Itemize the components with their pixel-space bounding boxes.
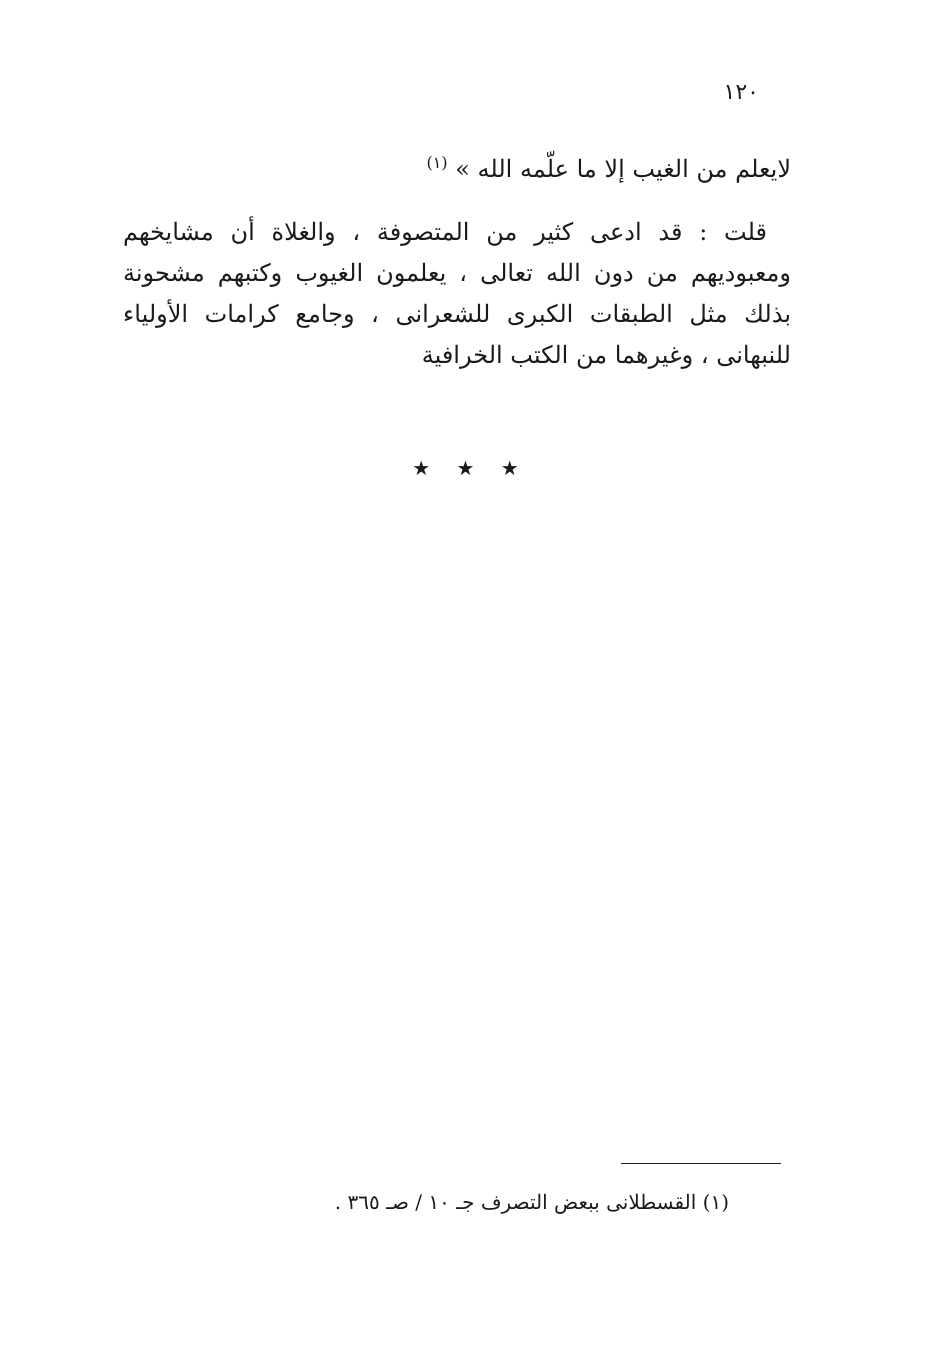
quote-line — [427, 153, 792, 184]
page-number: ١٢٠ — [723, 80, 759, 105]
paragraph-text: قلت : قد ادعى كثير من المتصوفة ، والغلاة أن مشايخهم ومعبوديهم من دون الله تعالى ، يعلمون الغيوب وكتبهم مشحونة بذلك مثل الطبقات الكبرى للشعرانى ، وجامع كرامات الأولياء للنبهانى ، وغيرهما من الكتب الخرافية — [123, 218, 792, 369]
body-paragraph — [123, 212, 791, 376]
footnote-reference: (١) — [426, 153, 448, 172]
footnote-divider — [621, 1163, 781, 1164]
section-separator: ★ ★ ★ — [412, 456, 529, 480]
quote-text: لايعلم من الغيب إلا ما علّمه الله » — [455, 155, 791, 183]
footnote-text: (١) القسطلانى ببعض التصرف جـ ١٠ / صـ ٣٦٥ . — [334, 1190, 729, 1214]
